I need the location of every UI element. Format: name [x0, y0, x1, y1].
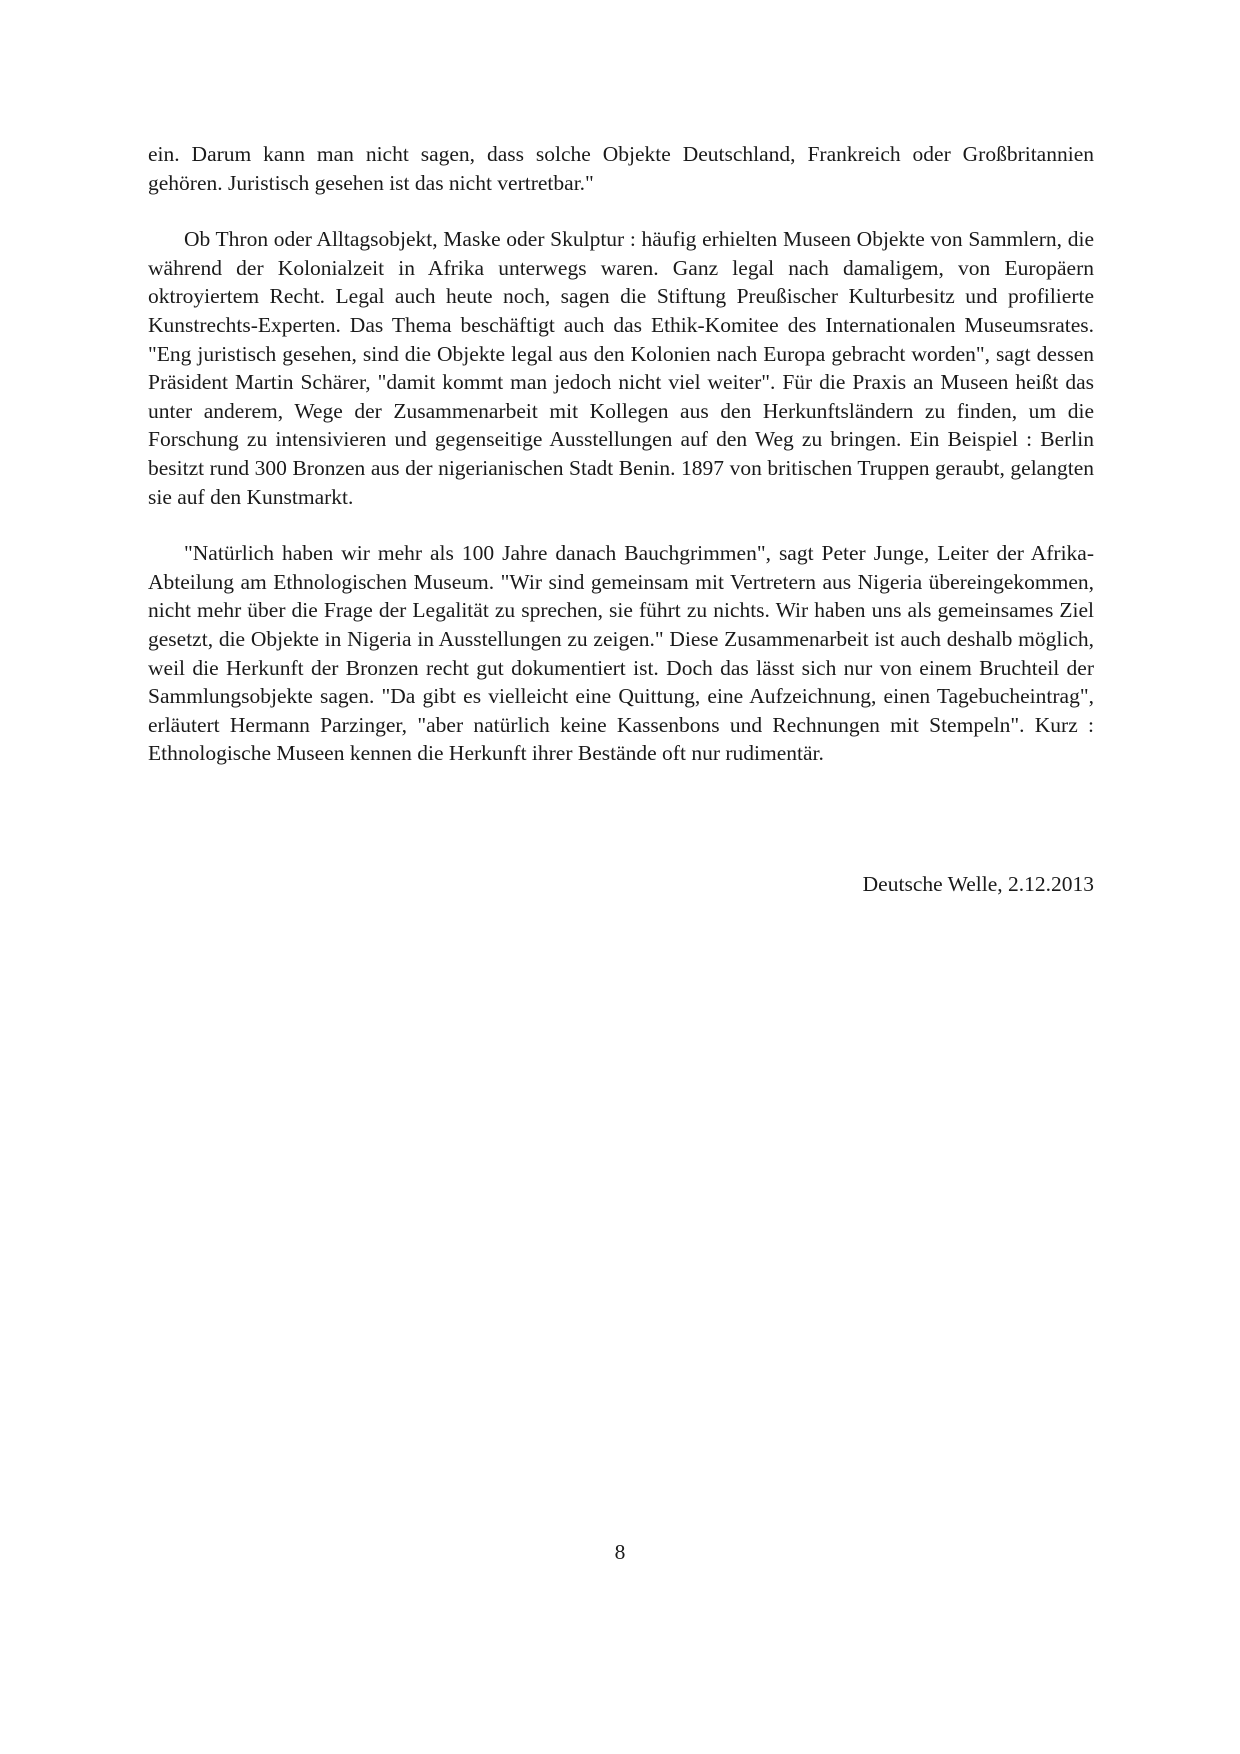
paragraph-benin-bronzes: "Natürlich haben wir mehr als 100 Jahre danach Bauchgrimmen", sagt Peter Junge, Leiter der Afrika-Abteilung am Ethnologischen Museum. "Wir sind gemeinsam mit Vertretern aus Nigeria übereingekommen, nicht mehr über die Frage der Legalität zu sprechen, sie führt zu nichts. Wir haben uns als gemeinsames Ziel gesetzt, die Objekte in Nigeria in Ausstellungen zu zeigen." Diese Zusammenarbeit ist auch deshalb möglich, weil die Herkunft der Bronzen recht gut dokumentiert ist. Doch das lässt sich nur von einem Bruchteil der Sammlungsobjekte sagen. "Da gibt es vielleicht eine Quittung, eine Aufzeichnung, einen Tagebucheintrag", erläutert Hermann Parzinger, "aber natürlich keine Kassenbons und Rechnungen mit Stempeln". Kurz : Ethnologische Museen kennen die Herkunft ihrer Bestände oft nur rudimentär.	[148, 541, 1094, 766]
source-citation: Deutsche Welle, 2.12.2013	[862, 872, 1094, 896]
paragraph-continuation: ein. Darum kann man nicht sagen, dass solche Objekte Deutschland, Frankreich oder Großbritannien gehören. Juristisch gesehen ist das nicht vertretbar."	[148, 142, 1094, 195]
paragraph-colonial-objects: Ob Thron oder Alltagsobjekt, Maske oder Skulptur : häufig erhielten Museen Objekte von Sammlern, die während der Kolonialzeit in Afrika unterwegs waren. Ganz legal nach damaligem, von Europäern oktroyiertem Recht. Legal auch heute noch, sagen die Stiftung Preußischer Kulturbesitz und profilierte Kunstrechts-Experten. Das Thema beschäftigt auch das Ethik-Komitee des Internationalen Museumsrates. "Eng juristisch gesehen, sind die Objekte legal aus den Kolonien nach Europa gebracht worden", sagt dessen Präsident Martin Schärer, "damit kommt man jedoch nicht viel weiter". Für die Praxis an Museen heißt das unter anderem, Wege der Zusammenarbeit mit Kollegen aus den Herkunftsländern zu finden, um die Forschung zu intensivieren und gegenseitige Ausstellungen auf den Weg zu bringen. Ein Beispiel : Berlin besitzt rund 300 Bronzen aus der nigerianischen Stadt Benin. 1897 von britischen Truppen geraubt, gelangten sie auf den Kunstmarkt.	[148, 227, 1094, 509]
page-number: 8	[614, 1540, 626, 1564]
article-body	[148, 140, 1094, 768]
